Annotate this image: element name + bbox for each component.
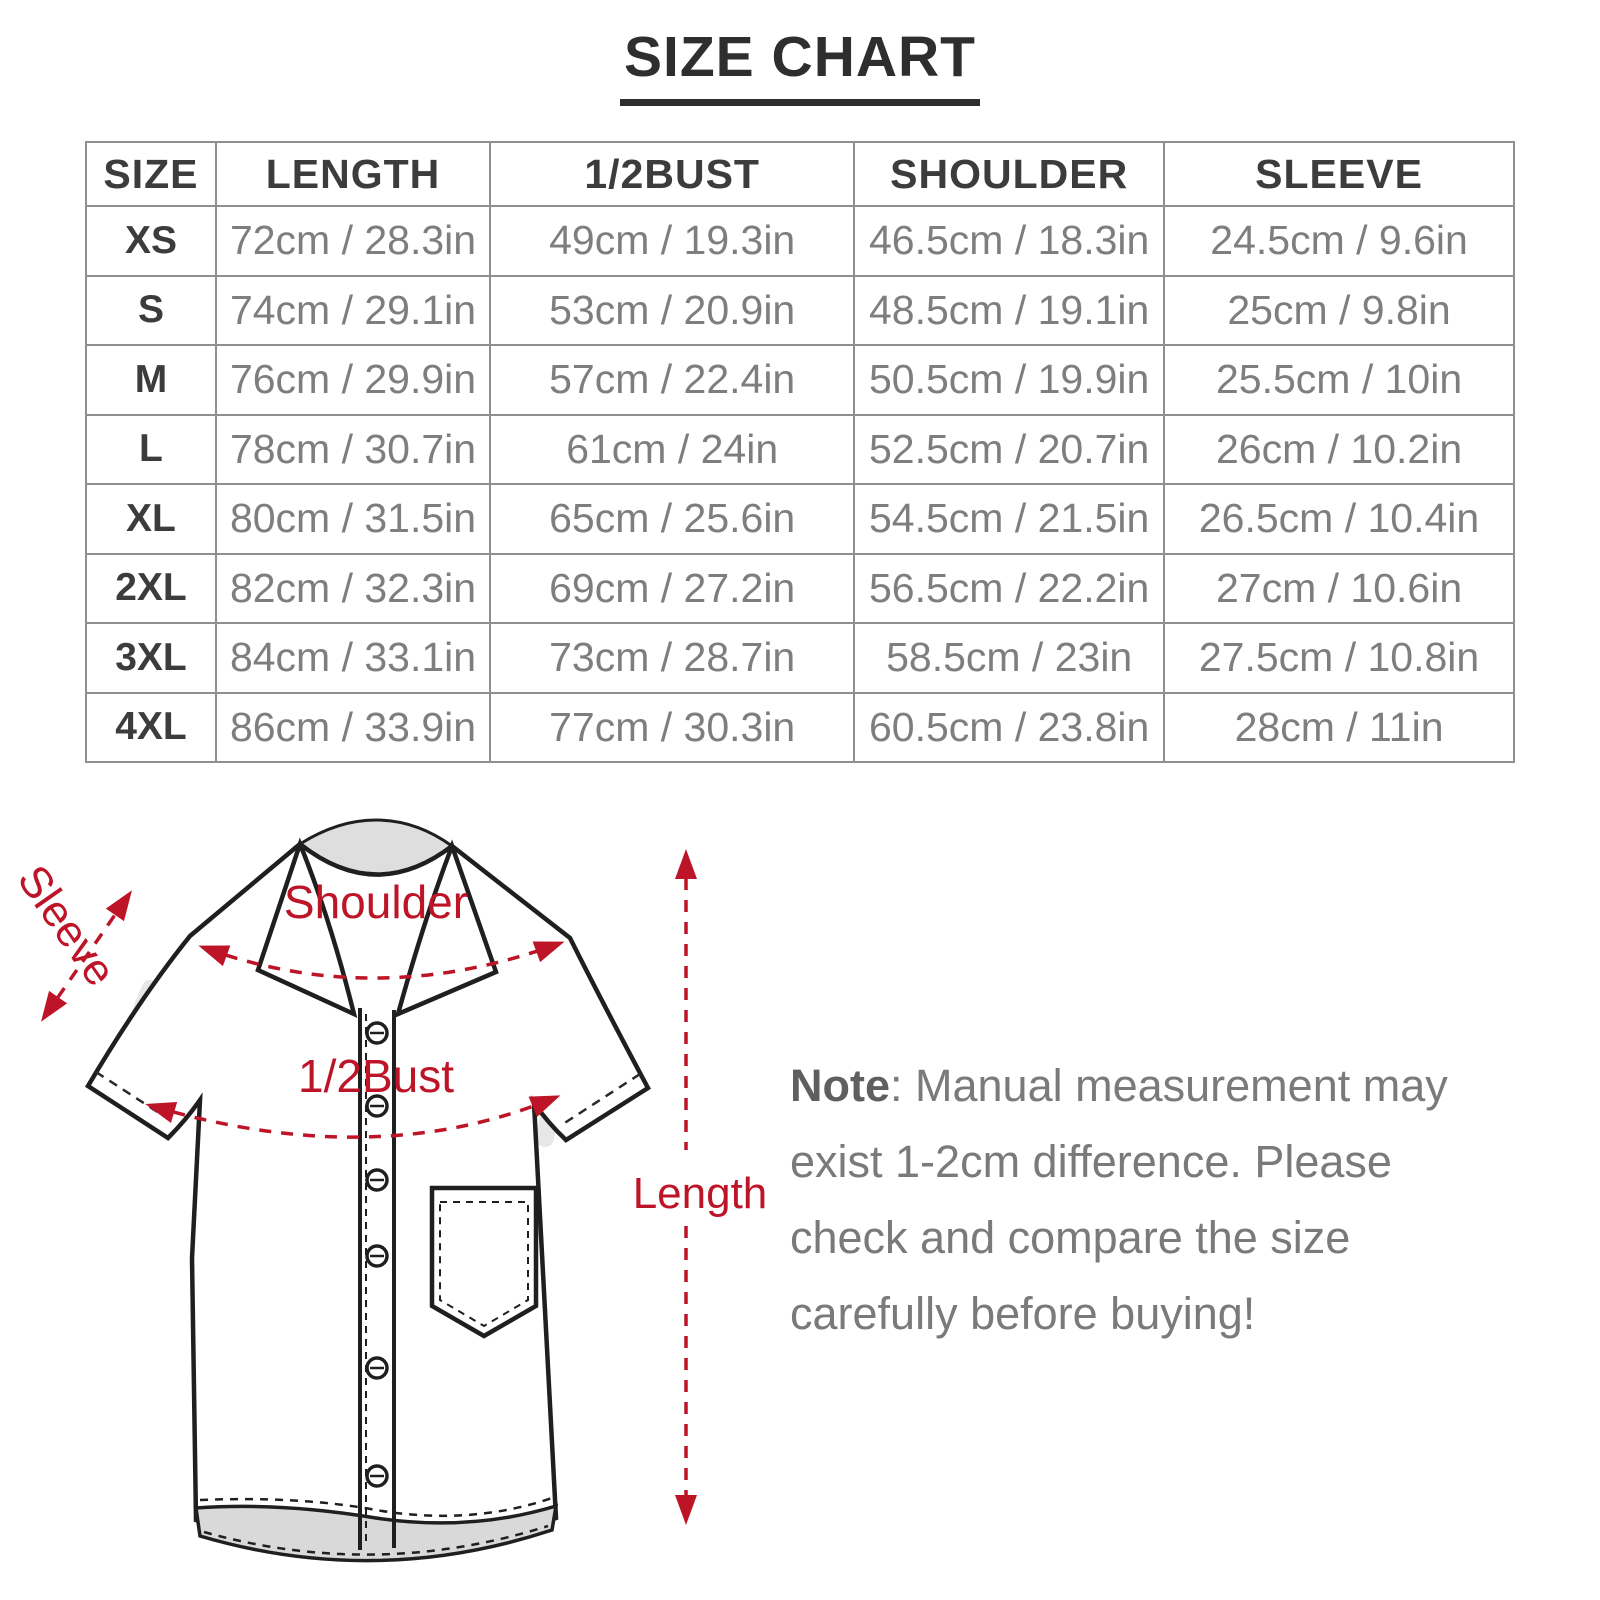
col-header-shoulder: SHOULDER <box>854 142 1164 206</box>
length-cell: 80cm / 31.5in <box>216 484 490 554</box>
size-cell: XS <box>86 206 216 276</box>
bust-cell: 77cm / 30.3in <box>490 693 854 763</box>
length-cell: 78cm / 30.7in <box>216 415 490 485</box>
table-row <box>86 206 1514 276</box>
title-wrap <box>0 24 1600 106</box>
bust-cell: 69cm / 27.2in <box>490 554 854 624</box>
shoulder-cell: 54.5cm / 21.5in <box>854 484 1164 554</box>
sleeve-cell: 27cm / 10.6in <box>1164 554 1514 624</box>
size-cell: L <box>86 415 216 485</box>
table-row <box>86 345 1514 415</box>
size-cell: XL <box>86 484 216 554</box>
shirt-body <box>88 844 648 1551</box>
shoulder-label: Shoulder <box>283 876 469 928</box>
shoulder-cell: 48.5cm / 19.1in <box>854 276 1164 346</box>
length-cell: 76cm / 29.9in <box>216 345 490 415</box>
shoulder-cell: 46.5cm / 18.3in <box>854 206 1164 276</box>
length-annotation <box>633 856 768 1518</box>
shoulder-cell: 58.5cm / 23in <box>854 623 1164 693</box>
note-text: : Manual measurement may exist 1-2cm difference. Please check and compare the size carefully before buying! <box>790 1060 1448 1339</box>
length-cell: 74cm / 29.1in <box>216 276 490 346</box>
bust-cell: 57cm / 22.4in <box>490 345 854 415</box>
sleeve-cell: 25.5cm / 10in <box>1164 345 1514 415</box>
sleeve-cell: 26cm / 10.2in <box>1164 415 1514 485</box>
length-cell: 72cm / 28.3in <box>216 206 490 276</box>
col-header-sleeve: SLEEVE <box>1164 142 1514 206</box>
col-header-bust: 1/2BUST <box>490 142 854 206</box>
sleeve-label: Sleeve <box>7 856 126 995</box>
sleeve-cell: 26.5cm / 10.4in <box>1164 484 1514 554</box>
table-row <box>86 623 1514 693</box>
sleeve-cell: 27.5cm / 10.8in <box>1164 623 1514 693</box>
size-cell: 4XL <box>86 693 216 763</box>
table-row <box>86 484 1514 554</box>
length-cell: 84cm / 33.1in <box>216 623 490 693</box>
length-cell: 86cm / 33.9in <box>216 693 490 763</box>
length-cell: 82cm / 32.3in <box>216 554 490 624</box>
shoulder-cell: 52.5cm / 20.7in <box>854 415 1164 485</box>
chest-pocket <box>432 1188 536 1336</box>
table-row <box>86 276 1514 346</box>
sleeve-cell: 24.5cm / 9.6in <box>1164 206 1514 276</box>
bust-label: 1/2Bust <box>298 1050 454 1102</box>
bust-cell: 61cm / 24in <box>490 415 854 485</box>
button-icon <box>367 1246 387 1266</box>
button-icon <box>367 1023 387 1043</box>
length-label: Length <box>632 1169 768 1218</box>
size-cell: M <box>86 345 216 415</box>
table-row <box>86 554 1514 624</box>
bust-cell: 73cm / 28.7in <box>490 623 854 693</box>
sleeve-cell: 25cm / 9.8in <box>1164 276 1514 346</box>
shoulder-cell: 60.5cm / 23.8in <box>854 693 1164 763</box>
bust-cell: 65cm / 25.6in <box>490 484 854 554</box>
size-cell: 3XL <box>86 623 216 693</box>
button-icon <box>367 1358 387 1378</box>
page-title: SIZE CHART <box>620 24 980 106</box>
button-icon <box>367 1466 387 1486</box>
table-row <box>86 415 1514 485</box>
sleeve-annotation <box>8 857 128 1016</box>
bust-cell: 53cm / 20.9in <box>490 276 854 346</box>
size-cell: 2XL <box>86 554 216 624</box>
size-cell: S <box>86 276 216 346</box>
header-row <box>86 142 1514 206</box>
bust-cell: 49cm / 19.3in <box>490 206 854 276</box>
col-header-length: LENGTH <box>216 142 490 206</box>
shirt-measurement-diagram <box>0 808 780 1580</box>
button-icon <box>367 1170 387 1190</box>
shoulder-cell: 56.5cm / 22.2in <box>854 554 1164 624</box>
shoulder-cell: 50.5cm / 19.9in <box>854 345 1164 415</box>
measurement-note <box>790 1048 1480 1352</box>
sleeve-cell: 28cm / 11in <box>1164 693 1514 763</box>
note-label: Note <box>790 1060 890 1111</box>
table-row <box>86 693 1514 763</box>
size-table <box>85 141 1515 763</box>
col-header-size: SIZE <box>86 142 216 206</box>
